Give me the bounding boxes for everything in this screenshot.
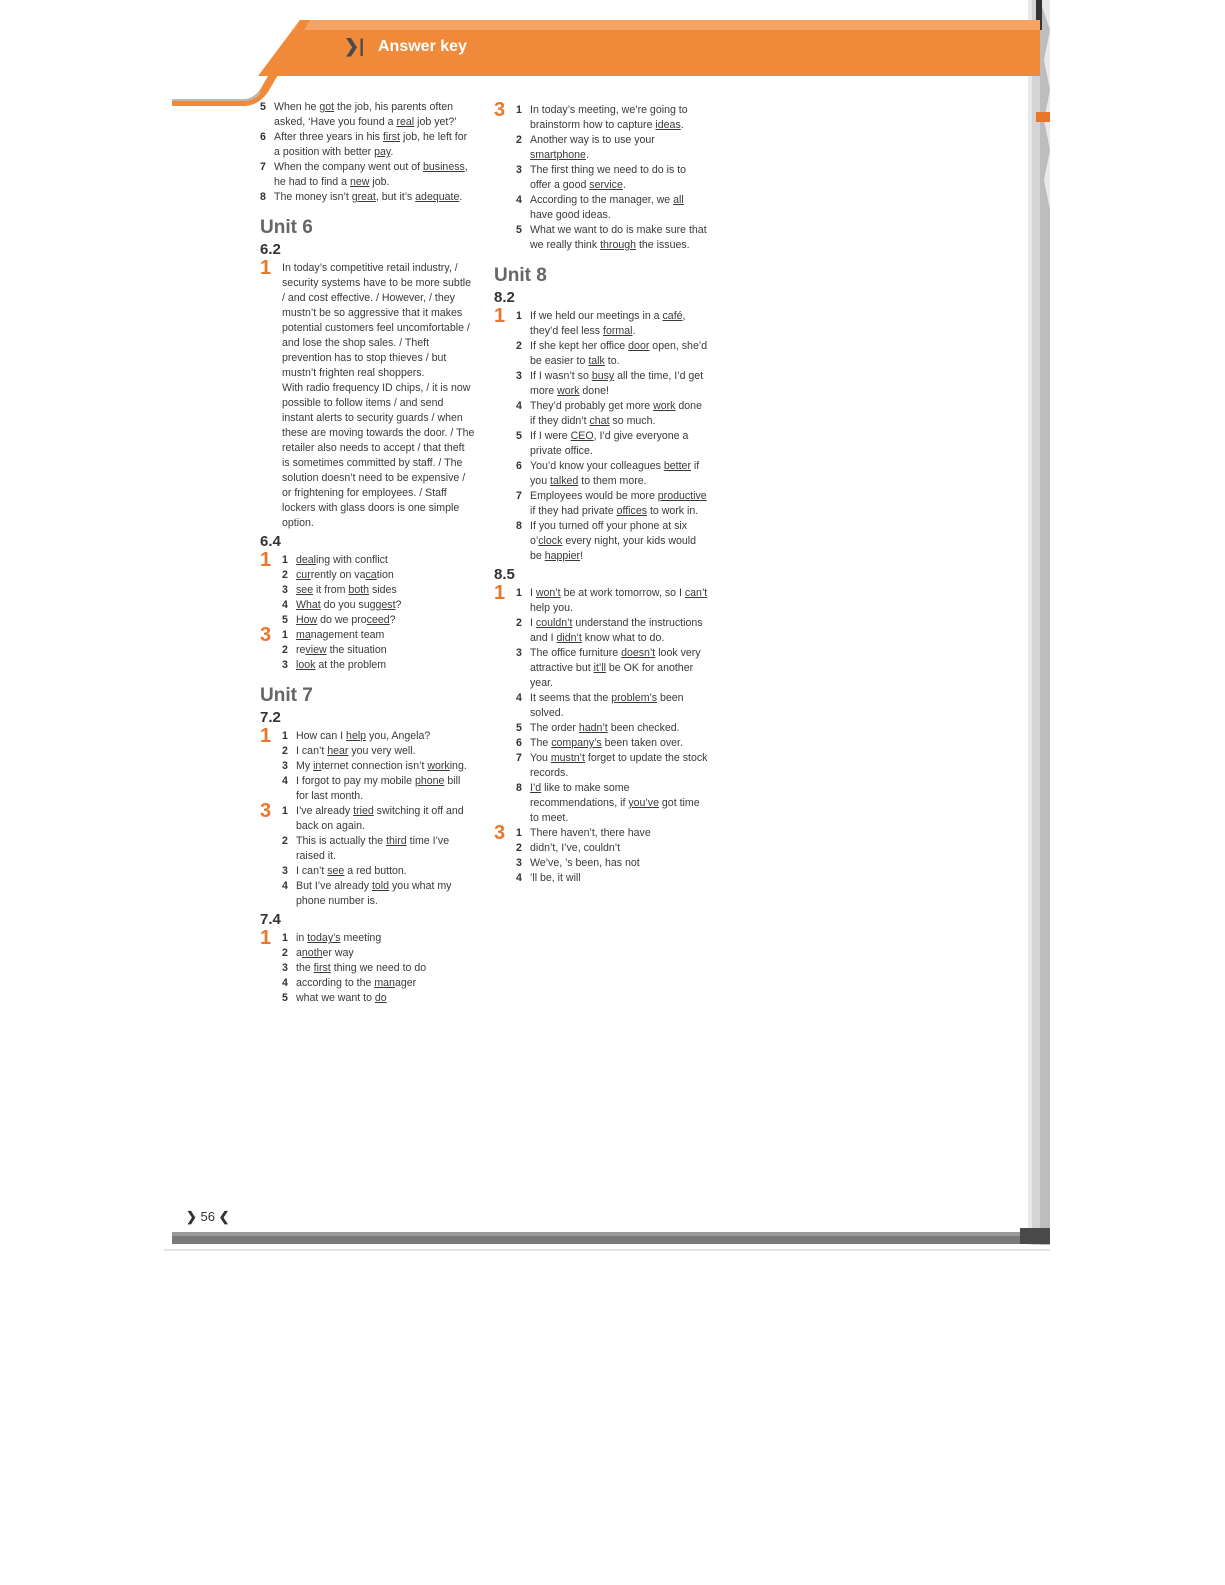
answer-paragraph: In today’s competitive retail industry, / security systems have to be more subtle / and cost effective. / However, / they mustn’t be so aggressive that it makes potential customers feel uncomfortable / and lose the shop sales. / Theft prevention has to stop thieves / but mustn’t frighten real shoppers.	[282, 262, 472, 379]
item-number: 1	[516, 827, 522, 839]
item-text: the first thing we need to do	[296, 962, 427, 974]
answer-item	[260, 160, 475, 190]
answer-item	[282, 643, 475, 658]
answer-item	[516, 586, 709, 616]
answer-item	[282, 774, 475, 804]
item-number: 7	[260, 161, 266, 173]
unit-7-heading: Unit 7	[260, 685, 313, 706]
item-number: 2	[516, 842, 522, 854]
answer-column-left	[260, 100, 475, 1006]
answer-item	[516, 736, 709, 751]
item-number: 3	[516, 647, 522, 659]
item-number: 5	[282, 992, 288, 1004]
answer-list	[516, 103, 709, 253]
item-text: If I were CEO, I’d give everyone a private office.	[530, 430, 689, 457]
item-text: If you turned off your phone at six o’clock every night, your kids would be happier!	[530, 520, 697, 562]
answer-item	[516, 826, 709, 841]
header-arrow-icon: ❯|	[344, 36, 365, 56]
answer-item	[282, 613, 475, 628]
item-number: 1	[282, 932, 288, 944]
answer-item	[516, 691, 709, 721]
exercise-6-4-3	[260, 624, 475, 673]
exercise-8-5-3	[494, 822, 709, 886]
answer-item	[516, 103, 709, 133]
item-number: 8	[260, 191, 266, 203]
section-8-5-heading: 8.5	[494, 566, 515, 583]
item-text: How can I help you, Angela?	[296, 730, 431, 742]
exercise-7-2-1	[260, 725, 475, 804]
item-number: 4	[282, 880, 288, 892]
item-number: 2	[516, 617, 522, 629]
exercise-number: 1	[260, 549, 272, 571]
exercise-number: 1	[494, 582, 506, 604]
item-text: another way	[296, 947, 354, 959]
item-number: 3	[516, 164, 522, 176]
item-number: 2	[282, 745, 288, 757]
item-number: 3	[282, 760, 288, 772]
item-number: 7	[516, 752, 522, 764]
item-text: in today’s meeting	[296, 932, 382, 944]
item-number: 3	[282, 962, 288, 974]
item-text: Employees would be more productive if they had private offices to work in.	[530, 490, 707, 517]
item-text: review the situation	[296, 644, 387, 656]
answer-item	[516, 429, 709, 459]
answer-item	[282, 931, 475, 946]
item-number: 6	[260, 131, 266, 143]
item-number: 3	[282, 584, 288, 596]
item-text: My internet connection isn’t working.	[296, 760, 467, 772]
item-number: 1	[282, 629, 288, 641]
item-text: I couldn’t understand the instructions and I didn’t know what to do.	[530, 617, 703, 644]
item-number: 7	[516, 490, 522, 502]
answer-list	[282, 553, 475, 628]
item-number: 2	[282, 569, 288, 581]
item-text: see it from both sides	[296, 584, 397, 596]
item-text: what we want to do	[296, 992, 387, 1004]
answer-item	[282, 553, 475, 568]
item-number: 4	[516, 194, 522, 206]
item-number: 2	[282, 835, 288, 847]
item-number: 2	[282, 644, 288, 656]
answer-list	[516, 586, 709, 826]
answer-paragraph: With radio frequency ID chips, / it is now possible to follow items / and send instant alerts to security guards / when these are moving towards the door. / The retailer also needs to accept / that theft is sometimes committed by staff. / The solution doesn’t need to be expensive / or frightening for employees. / Staff lockers with glass doors is one simple option.	[282, 382, 475, 529]
exercise-number: 3	[260, 624, 272, 646]
page-arrow-left-icon: ❮	[218, 1209, 230, 1224]
answer-item	[282, 598, 475, 613]
answer-item	[282, 583, 475, 598]
item-text: The office furniture doesn’t look very attractive but it’ll be OK for another year.	[530, 647, 701, 689]
item-number: 2	[516, 134, 522, 146]
answer-item	[282, 991, 475, 1006]
item-text: You’d know your colleagues better if you talked to them more.	[530, 460, 700, 487]
exercise-7-2-3	[260, 800, 475, 909]
answer-column-right	[494, 99, 709, 886]
answer-item	[516, 721, 709, 736]
exercise-number: 3	[494, 99, 506, 121]
item-text: I’ve already tried switching it off and back on again.	[296, 805, 464, 832]
item-number: 6	[516, 460, 522, 472]
answer-item	[516, 133, 709, 163]
exercise-8-2-1	[494, 305, 709, 564]
answer-list	[282, 931, 475, 1006]
item-text: After three years in his first job, he left for a position with better pay.	[274, 131, 468, 158]
item-text: The money isn’t great, but it’s adequate.	[274, 191, 463, 203]
item-number: 1	[282, 554, 288, 566]
answer-list	[282, 628, 475, 673]
item-number: 8	[516, 520, 522, 532]
exercise-number: 1	[260, 257, 272, 279]
answer-item	[516, 616, 709, 646]
item-text: When he got the job, his parents often asked, ‘Have you found a real job yet?’	[274, 101, 457, 128]
item-text: ’ll be, it will	[530, 872, 581, 884]
answer-item	[260, 130, 475, 160]
answer-item	[516, 781, 709, 826]
item-text: What we want to do is make sure that we really think through the issues.	[530, 224, 707, 251]
item-number: 1	[516, 310, 522, 322]
item-text: The order hadn’t been checked.	[530, 722, 680, 734]
item-text: If we held our meetings in a café, they’d feel less formal.	[530, 310, 686, 337]
item-number: 2	[282, 947, 288, 959]
answer-item	[282, 961, 475, 976]
answer-item	[516, 646, 709, 691]
exercise-number: 1	[494, 305, 506, 327]
item-text: I can’t see a red button.	[296, 865, 407, 877]
item-text: How do we proceed?	[296, 614, 396, 626]
item-text: This is actually the third time I’ve raised it.	[296, 835, 450, 862]
item-number: 5	[516, 224, 522, 236]
item-number: 4	[516, 400, 522, 412]
answer-item	[516, 751, 709, 781]
item-text: They’d probably get more work done if they didn’t chat so much.	[530, 400, 702, 427]
exercise-8-5-1	[494, 582, 709, 826]
item-text: According to the manager, we all have good ideas.	[530, 194, 684, 221]
item-text: I’d like to make some recommendations, if you’ve got time to meet.	[530, 782, 700, 824]
exercise-number: 1	[260, 927, 272, 949]
item-number: 1	[516, 587, 522, 599]
item-number: 4	[282, 599, 288, 611]
answer-item	[516, 399, 709, 429]
answer-item	[516, 309, 709, 339]
unit-8-heading: Unit 8	[494, 265, 547, 286]
answer-item	[282, 628, 475, 643]
continued-items	[260, 100, 475, 205]
answer-list	[282, 729, 475, 804]
item-text: didn’t, I’ve, couldn’t	[530, 842, 621, 854]
item-number: 2	[516, 340, 522, 352]
answer-item	[516, 519, 709, 564]
item-number: 1	[282, 730, 288, 742]
answer-item	[516, 841, 709, 856]
answer-item	[282, 568, 475, 583]
item-text: dealing with conflict	[296, 554, 388, 566]
item-number: 3	[516, 857, 522, 869]
item-number: 8	[516, 782, 522, 794]
section-8-2-heading: 8.2	[494, 289, 515, 306]
answer-item	[516, 856, 709, 871]
exercise-number: 3	[260, 800, 272, 822]
answer-item	[516, 459, 709, 489]
item-number: 4	[282, 977, 288, 989]
answer-item	[516, 489, 709, 519]
answer-item	[516, 339, 709, 369]
page-title: Answer key	[378, 38, 467, 55]
answer-item	[516, 193, 709, 223]
item-number: 6	[516, 737, 522, 749]
item-text: You mustn’t forget to update the stock records.	[530, 752, 708, 779]
item-number: 1	[516, 104, 522, 116]
item-text: If she kept her office door open, she’d be easier to talk to.	[530, 340, 708, 367]
answer-item	[282, 744, 475, 759]
answer-item	[282, 864, 475, 879]
item-text: The first thing we need to do is to offer a good service.	[530, 164, 687, 191]
section-7-4-heading: 7.4	[260, 911, 281, 928]
item-number: 5	[282, 614, 288, 626]
exercise-7-4-1	[260, 927, 475, 1006]
item-number: 3	[282, 865, 288, 877]
item-text: I can’t hear you very well.	[296, 745, 416, 757]
item-text: If I wasn’t so busy all the time, I’d get more work done!	[530, 370, 704, 397]
item-text: We’ve, ’s been, has not	[530, 857, 640, 869]
section-6-4-heading: 6.4	[260, 533, 281, 550]
item-text: look at the problem	[296, 659, 387, 671]
item-number: 3	[282, 659, 288, 671]
item-text: I won’t be at work tomorrow, so I can’t help you.	[530, 587, 708, 614]
answer-item	[282, 946, 475, 961]
item-text: management team	[296, 629, 385, 641]
answer-list	[516, 826, 709, 886]
item-number: 5	[516, 722, 522, 734]
answer-item	[282, 804, 475, 834]
item-text: There haven’t, there have	[530, 827, 651, 839]
item-number: 1	[282, 805, 288, 817]
item-number: 4	[516, 872, 522, 884]
item-text: In today’s meeting, we’re going to brainstorm how to capture ideas.	[530, 104, 688, 131]
unit-6-heading: Unit 6	[260, 217, 313, 238]
item-text: When the company went out of business, he had to find a new job.	[274, 161, 468, 188]
item-text: according to the manager	[296, 977, 417, 989]
item-number: 3	[516, 370, 522, 382]
answer-item	[282, 976, 475, 991]
exercise-6-4-1	[260, 549, 475, 628]
answer-item	[282, 658, 475, 673]
item-text: currently on vacation	[296, 569, 394, 581]
answer-item	[516, 871, 709, 886]
item-number: 4	[516, 692, 522, 704]
answer-item	[516, 223, 709, 253]
section-7-2-heading: 7.2	[260, 709, 281, 726]
item-number: 5	[260, 101, 266, 113]
item-number: 4	[282, 775, 288, 787]
answer-item	[260, 190, 475, 205]
answer-item	[282, 834, 475, 864]
item-text: What do you suggest?	[296, 599, 402, 611]
answer-list	[516, 309, 709, 564]
page-number-value: 56	[200, 1209, 215, 1224]
item-text: Another way is to use your smartphone.	[530, 134, 655, 161]
answer-item	[282, 729, 475, 744]
answer-item	[282, 879, 475, 909]
section-6-2-heading: 6.2	[260, 241, 281, 258]
answer-item	[516, 369, 709, 399]
answer-item	[260, 100, 475, 130]
item-text: The company’s been taken over.	[530, 737, 683, 749]
exercise-number: 3	[494, 822, 506, 844]
answer-list	[282, 804, 475, 909]
item-text: I forgot to pay my mobile phone bill for last month.	[296, 775, 461, 802]
item-text: It seems that the problem’s been solved.	[530, 692, 684, 719]
page-number	[186, 1209, 230, 1225]
answer-item	[516, 163, 709, 193]
answer-item	[282, 759, 475, 774]
exercise-number: 1	[260, 725, 272, 747]
page-arrow-right-icon: ❯	[186, 1209, 197, 1224]
item-text: But I’ve already told you what my phone number is.	[296, 880, 452, 907]
exercise-7-4-3	[494, 99, 709, 253]
exercise-6-2-1	[260, 257, 475, 531]
item-number: 5	[516, 430, 522, 442]
